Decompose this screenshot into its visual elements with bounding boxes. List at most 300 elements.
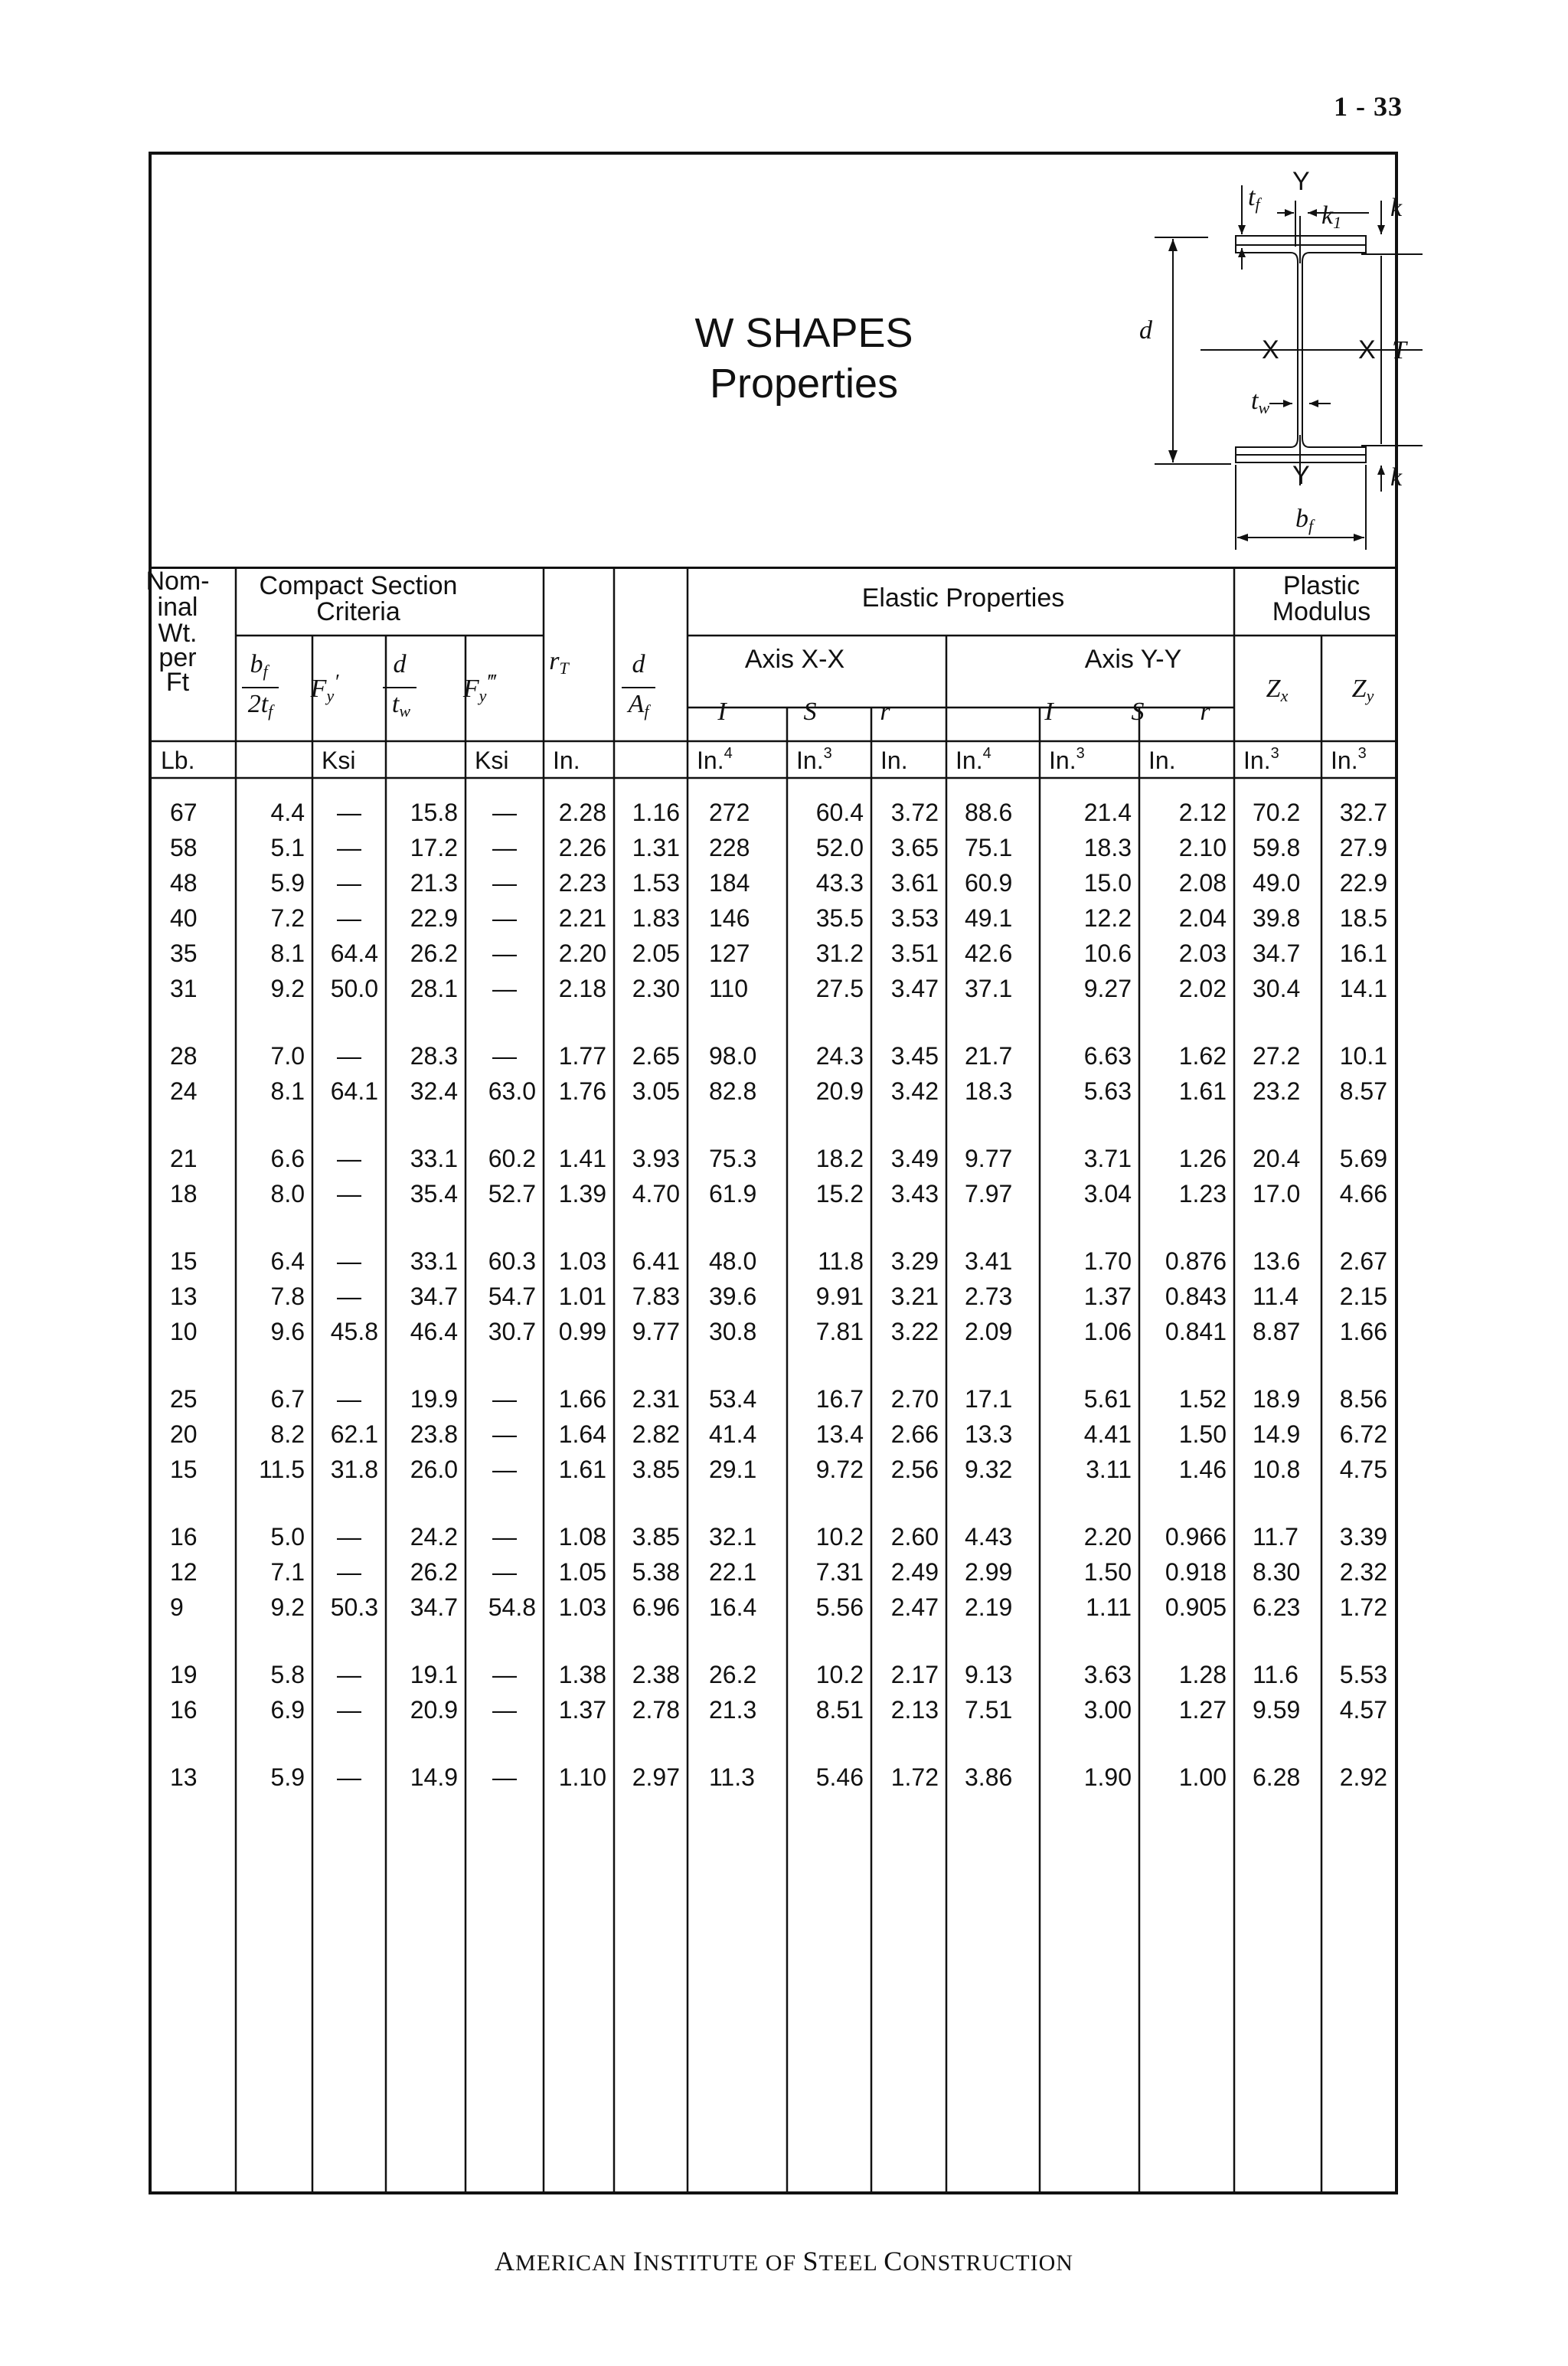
table-cell: 1.03 [558, 1593, 606, 1621]
table-cell: 2.21 [558, 904, 606, 932]
table-cell: 18.3 [965, 1077, 1013, 1105]
header-zx: Zx [1266, 675, 1289, 705]
table-cell: 2.03 [1178, 940, 1227, 967]
table-cell: 48 [170, 869, 198, 897]
table-cell: 1.03 [558, 1247, 606, 1275]
table-cell: — [492, 940, 517, 967]
table-cell: 7.0 [270, 1042, 305, 1070]
table-cell: 63.0 [488, 1077, 536, 1105]
title-block [152, 155, 1406, 569]
table-cell: 26.0 [410, 1456, 458, 1483]
table-cell: 39.8 [1253, 904, 1301, 932]
table-cell: — [492, 1523, 517, 1551]
table-cell: 33.1 [410, 1145, 458, 1172]
table-row [170, 1042, 1387, 1070]
table-cell: 1.53 [632, 869, 680, 897]
unit-label: In. [553, 747, 580, 774]
table-cell: 31 [170, 975, 198, 1002]
table-cell: 28 [170, 1042, 198, 1070]
table-cell: 1.90 [1083, 1763, 1132, 1791]
table-cell: 2.67 [1339, 1247, 1387, 1275]
table-cell: 2.30 [632, 975, 680, 1002]
table-cell: 60.4 [815, 799, 864, 826]
table-row [170, 1661, 1387, 1688]
table-cell: 3.41 [965, 1247, 1013, 1275]
table-cell: 17.0 [1253, 1180, 1301, 1208]
table-cell: 53.4 [709, 1385, 757, 1413]
diagram-d-label: d [1139, 316, 1152, 345]
table-cell: 3.11 [1086, 1456, 1132, 1483]
table-cell: 1.83 [632, 904, 680, 932]
page-title [666, 308, 942, 409]
table-cell: 60.9 [965, 869, 1013, 897]
table-cell: 7.2 [270, 904, 305, 932]
table-cell: 2.99 [965, 1558, 1013, 1586]
table-cell: 2.32 [1339, 1558, 1387, 1586]
table-cell: 42.6 [965, 940, 1013, 967]
table-cell: 6.72 [1339, 1420, 1387, 1448]
table-cell: — [337, 1763, 361, 1791]
table-cell: 9.72 [815, 1456, 864, 1483]
table-cell: 28.1 [410, 975, 458, 1002]
table-row [170, 1385, 1387, 1413]
table-cell: 9.27 [1083, 975, 1132, 1002]
table-cell: 30.8 [709, 1318, 757, 1345]
table-cell: 1.28 [1178, 1661, 1227, 1688]
table-row [170, 1696, 1387, 1724]
unit-label: In.$^3$ [796, 745, 832, 774]
table-cell: 15 [170, 1247, 198, 1275]
table-cell: 6.28 [1253, 1763, 1301, 1791]
table-cell: — [492, 1661, 517, 1688]
table-cell: 46.4 [410, 1318, 458, 1345]
diagram-x-right-label: X [1358, 335, 1376, 364]
table-cell: 27.5 [815, 975, 864, 1002]
table-cell: 24 [170, 1077, 198, 1105]
header-nominal-4: per [158, 643, 197, 672]
table-cell: 48.0 [709, 1247, 757, 1275]
unit-label: In.$^3$ [1049, 745, 1085, 774]
table-cell: 14.9 [1253, 1420, 1301, 1448]
table-cell: 49.1 [965, 904, 1013, 932]
header-d2: d [632, 650, 645, 678]
table-cell: 13 [170, 1283, 198, 1310]
table-cell: 8.87 [1253, 1318, 1301, 1345]
table-row [170, 1763, 1387, 1791]
header-d-over: d [393, 650, 407, 678]
table-cell: 31.8 [330, 1456, 378, 1483]
table-cell: 82.8 [709, 1077, 757, 1105]
unit-label: Ksi [475, 747, 509, 774]
table-cell: 9.2 [270, 975, 305, 1002]
table-cell: 61.9 [709, 1180, 757, 1208]
table-cell: 34.7 [1253, 940, 1301, 967]
table-cell: 272 [709, 799, 750, 826]
table-cell: 2.73 [965, 1283, 1013, 1310]
table-cell: 98.0 [709, 1042, 757, 1070]
unit-label: In.$^4$ [956, 745, 991, 774]
table-cell: 16.4 [709, 1593, 757, 1621]
table-cell: 28.3 [410, 1042, 458, 1070]
table-cell: 146 [709, 904, 750, 932]
table-cell: 0.966 [1165, 1523, 1227, 1551]
table-cell: — [492, 1763, 517, 1791]
table-cell: 1.38 [558, 1661, 606, 1688]
title-line-1: W SHAPES [694, 310, 913, 356]
table-cell: 34.7 [410, 1593, 458, 1621]
table-cell: 10.2 [815, 1523, 864, 1551]
table-cell: 16.1 [1339, 940, 1387, 967]
table-row [170, 975, 1387, 1002]
footer-construction: ONSTRUCTION [903, 2250, 1073, 2276]
table-cell: 20.9 [815, 1077, 864, 1105]
header-nominal-1: Nom- [145, 567, 210, 596]
table-cell: 110 [709, 975, 749, 1002]
table-cell: 8.2 [270, 1420, 305, 1448]
table-cell: 25 [170, 1385, 198, 1413]
table-cell: 10.1 [1339, 1042, 1387, 1070]
table-cell: — [492, 1385, 517, 1413]
unit-label: In. [880, 747, 908, 774]
table-cell: 58 [170, 834, 198, 861]
table-cell: 35 [170, 940, 198, 967]
table-cell: 5.38 [632, 1558, 680, 1586]
table-cell: 1.31 [632, 834, 680, 861]
table-cell: 3.93 [632, 1145, 680, 1172]
table-cell: 1.70 [1083, 1247, 1132, 1275]
diagram-k1-label: k1 [1321, 201, 1342, 232]
table-cell: 0.905 [1165, 1593, 1227, 1621]
table-cell: 16 [170, 1696, 198, 1724]
table-cell: 2.05 [632, 940, 680, 967]
table-cell: 20 [170, 1420, 198, 1448]
table-row [170, 940, 1387, 967]
table-cell: 4.43 [965, 1523, 1013, 1551]
table-cell: 4.41 [1083, 1420, 1132, 1448]
unit-label: Ksi [322, 747, 356, 774]
table-cell: 4.4 [270, 799, 305, 826]
table-cell: — [492, 904, 517, 932]
table-cell: — [492, 1420, 517, 1448]
table-cell: 15.0 [1083, 869, 1132, 897]
table-cell: 2.60 [890, 1523, 939, 1551]
header-i-yy: I [1044, 698, 1054, 726]
header-rt: rT [549, 647, 569, 678]
table-cell: 20.4 [1253, 1145, 1301, 1172]
table-cell: 3.49 [890, 1145, 939, 1172]
table-cell: 8.30 [1253, 1558, 1301, 1586]
table-cell: 4.57 [1339, 1696, 1387, 1724]
table-cell: 75.1 [965, 834, 1013, 861]
table-cell: — [337, 904, 361, 932]
table-cell: 52.0 [815, 834, 864, 861]
table-cell: — [337, 1661, 361, 1688]
table-row [170, 1318, 1387, 1345]
table-cell: 24.3 [815, 1042, 864, 1070]
table-row [170, 1247, 1387, 1275]
table-cell: 3.29 [890, 1247, 939, 1275]
table-cell: 15.8 [410, 799, 458, 826]
table-cell: 26.2 [410, 1558, 458, 1586]
table-cell: 127 [709, 940, 750, 967]
table-cell: 8.51 [815, 1696, 864, 1724]
table-cell: 18.2 [815, 1145, 864, 1172]
table-cell: 3.21 [890, 1283, 939, 1310]
diagram-tw-label: tw [1251, 387, 1270, 417]
table-cell: 41.4 [709, 1420, 757, 1448]
table-cell: 26.2 [709, 1661, 757, 1688]
header-r-yy: r [1200, 698, 1210, 726]
table-cell: 8.57 [1339, 1077, 1387, 1105]
table-cell: 3.45 [890, 1042, 939, 1070]
table-cell: — [337, 1696, 361, 1724]
table-cell: 22.1 [709, 1558, 757, 1586]
table-cell: 9.6 [270, 1318, 305, 1345]
footer-s: S [802, 2246, 819, 2276]
diagram-x-left-label: X [1262, 335, 1279, 364]
table-cell: — [337, 834, 361, 861]
table-cell: 5.61 [1083, 1385, 1132, 1413]
table-cell: 23.2 [1253, 1077, 1301, 1105]
table-row [170, 1283, 1387, 1310]
table-cell: — [492, 1042, 517, 1070]
table-cell: 60.3 [488, 1247, 536, 1275]
table-cell: 1.76 [558, 1077, 606, 1105]
table-cell: — [492, 1558, 517, 1586]
table-cell: 13.4 [815, 1420, 864, 1448]
table-cell: 21 [170, 1145, 198, 1172]
table-cell: 2.26 [558, 834, 606, 861]
table-cell: — [337, 1558, 361, 1586]
table-row [170, 1593, 1387, 1621]
table-cell: 54.7 [488, 1283, 536, 1310]
table-cell: 8.0 [270, 1180, 305, 1208]
unit-label: Lb. [161, 747, 195, 774]
table-cell: — [492, 1456, 517, 1483]
table-cell: 2.15 [1339, 1283, 1387, 1310]
table-cell: 27.2 [1253, 1042, 1301, 1070]
w-shape-diagram [971, 155, 1406, 567]
table-cell: 1.11 [1086, 1593, 1132, 1621]
header-s-xx: S [803, 698, 817, 726]
table-cell: 10 [170, 1318, 198, 1345]
table-cell: 2.20 [1083, 1523, 1132, 1551]
table-cell: 3.51 [890, 940, 939, 967]
table-cell: 0.918 [1165, 1558, 1227, 1586]
header-bf: bf [250, 650, 268, 681]
table-cell: 6.6 [270, 1145, 305, 1172]
table-row [170, 1523, 1387, 1551]
header-modulus: Modulus [1272, 597, 1371, 626]
table-cell: 10.6 [1083, 940, 1132, 967]
table-cell: 21.3 [410, 869, 458, 897]
table-cell: 1.62 [1178, 1042, 1227, 1070]
diagram-bf-label: bf [1295, 505, 1314, 535]
diagram-y-bottom-label: Y [1292, 461, 1310, 490]
footer-steel: TEEL [818, 2250, 877, 2276]
table-cell: 8.56 [1339, 1385, 1387, 1413]
table-cell: 7.31 [815, 1558, 864, 1586]
table-cell: 18.5 [1339, 904, 1387, 932]
table-cell: 5.46 [815, 1763, 864, 1791]
footer-american: MERICAN [515, 2250, 627, 2276]
table-cell: 6.96 [632, 1593, 680, 1621]
table-cell: 2.70 [890, 1385, 939, 1413]
table-cell: 7.83 [632, 1283, 680, 1310]
table-cell: 3.61 [890, 869, 939, 897]
table-cell: — [492, 799, 517, 826]
table-cell: 3.00 [1083, 1696, 1132, 1724]
table-cell: 1.37 [558, 1696, 606, 1724]
table-cell: 2.56 [890, 1456, 939, 1483]
table-cell: 3.05 [632, 1077, 680, 1105]
table-cell: 1.23 [1178, 1180, 1227, 1208]
table-cell: 2.19 [965, 1593, 1013, 1621]
diagram-tf-label: tf [1248, 183, 1260, 214]
table-cell: 7.1 [270, 1558, 305, 1586]
header-fy-prime: Fy′ [310, 671, 339, 705]
table-cell: 29.1 [709, 1456, 757, 1483]
table-cell: 5.63 [1083, 1077, 1132, 1105]
table-row [170, 799, 1387, 826]
table-cell: 12 [170, 1558, 198, 1586]
table-cell: — [492, 1696, 517, 1724]
table-cell: — [492, 834, 517, 861]
table-cell: 2.18 [558, 975, 606, 1002]
table-cell: 18.3 [1083, 834, 1132, 861]
table-cell: 7.8 [270, 1283, 305, 1310]
table-cell: 3.53 [890, 904, 939, 932]
table-row [170, 1077, 1387, 1105]
unit-label: In.$^3$ [1243, 745, 1279, 774]
table-cell: 2.47 [890, 1593, 939, 1621]
table-cell: 3.63 [1083, 1661, 1132, 1688]
table-cell: 54.8 [488, 1593, 536, 1621]
table-cell: 1.52 [1178, 1385, 1227, 1413]
table-cell: 9.77 [965, 1145, 1013, 1172]
table-cell: 3.04 [1083, 1180, 1132, 1208]
diagram-k-bottom-label: k [1390, 463, 1403, 492]
table-cell: 3.39 [1339, 1523, 1387, 1551]
footer-a: A [495, 2246, 516, 2276]
table-cell: 14.1 [1339, 975, 1387, 1002]
table-cell: 21.7 [965, 1042, 1013, 1070]
page-number: 1 - 33 [1334, 91, 1403, 122]
table-cell: 64.1 [330, 1077, 378, 1105]
table-cell: 1.26 [1178, 1145, 1227, 1172]
table-cell: 8.1 [270, 940, 305, 967]
table-cell: 1.50 [1083, 1558, 1132, 1586]
table-cell: — [337, 799, 361, 826]
table-cell: 7.81 [815, 1318, 864, 1345]
table-cell: 3.72 [890, 799, 939, 826]
table-cell: 9.91 [815, 1283, 864, 1310]
table-cell: 18 [170, 1180, 198, 1208]
header-i-xx: I [717, 698, 727, 726]
table-row [170, 834, 1387, 861]
table-cell: 6.63 [1083, 1042, 1132, 1070]
table-cell: 32.7 [1339, 799, 1387, 826]
table-cell: 11.7 [1253, 1523, 1298, 1551]
table-cell: 12.2 [1083, 904, 1132, 932]
table-cell: 2.65 [632, 1042, 680, 1070]
table-cell: 2.12 [1178, 799, 1227, 826]
table-cell: 16.7 [815, 1385, 864, 1413]
table-cell: 24.2 [410, 1523, 458, 1551]
table-cell: 1.66 [1339, 1318, 1387, 1345]
table-cell: 35.5 [815, 904, 864, 932]
table-cell: 60.2 [488, 1145, 536, 1172]
properties-table [145, 567, 1395, 2191]
table-cell: 6.9 [270, 1696, 305, 1724]
table-cell: 5.0 [270, 1523, 305, 1551]
header-s-yy: S [1131, 698, 1145, 726]
table-cell: 32.4 [410, 1077, 458, 1105]
table-cell: 26.2 [410, 940, 458, 967]
footer-institute: NSTITUTE [642, 2250, 760, 2276]
table-cell: 2.04 [1178, 904, 1227, 932]
table-cell: 1.00 [1178, 1763, 1227, 1791]
table-cell: 11.3 [709, 1763, 755, 1791]
table-cell: 6.23 [1253, 1593, 1301, 1621]
table-cell: 30.7 [488, 1318, 536, 1345]
table-cell: 19.1 [410, 1661, 458, 1688]
diagram-k-top-label: k [1390, 194, 1403, 222]
table-cell: 4.75 [1339, 1456, 1387, 1483]
header-nominal-2: inal [157, 593, 198, 622]
table-cell: — [492, 869, 517, 897]
table-cell: 0.99 [558, 1318, 606, 1345]
table-cell: 9.13 [965, 1661, 1013, 1688]
table-cell: 9.2 [270, 1593, 305, 1621]
table-cell: 1.66 [558, 1385, 606, 1413]
footer-of: OF [765, 2250, 797, 2276]
table-cell: 8.1 [270, 1077, 305, 1105]
table-cell: 1.61 [1178, 1077, 1227, 1105]
table-cell: 1.64 [558, 1420, 606, 1448]
table-cell: 22.9 [1339, 869, 1387, 897]
table-cell: 2.97 [632, 1763, 680, 1791]
table-cell: 23.8 [410, 1420, 458, 1448]
header-2tf: 2tf [247, 690, 273, 721]
table-row [170, 1558, 1387, 1586]
table-cell: 62.1 [330, 1420, 378, 1448]
table-cell: 33.1 [410, 1247, 458, 1275]
table-cell: 19.9 [410, 1385, 458, 1413]
table-cell: — [337, 1180, 361, 1208]
table-cell: 19 [170, 1661, 198, 1688]
table-cell: 2.49 [890, 1558, 939, 1586]
table-cell: 16 [170, 1523, 198, 1551]
table-cell: 1.39 [558, 1180, 606, 1208]
table-cell: 2.66 [890, 1420, 939, 1448]
header-plastic: Plastic [1282, 571, 1361, 600]
table-cell: 1.01 [558, 1283, 606, 1310]
table-cell: — [337, 1247, 361, 1275]
table-cell: 1.41 [558, 1145, 606, 1172]
table-cell: 1.05 [558, 1558, 606, 1586]
header-r-xx: r [880, 698, 890, 726]
table-cell: 34.7 [410, 1283, 458, 1310]
table-cell: 5.69 [1339, 1145, 1387, 1172]
table-cell: 1.46 [1178, 1456, 1227, 1483]
table-cell: 2.09 [965, 1318, 1013, 1345]
table-cell: 17.1 [965, 1385, 1013, 1413]
table-cell: 20.9 [410, 1696, 458, 1724]
table-cell: 13.6 [1253, 1247, 1301, 1275]
table-cell: 2.28 [558, 799, 606, 826]
table-cell: 2.82 [632, 1420, 680, 1448]
